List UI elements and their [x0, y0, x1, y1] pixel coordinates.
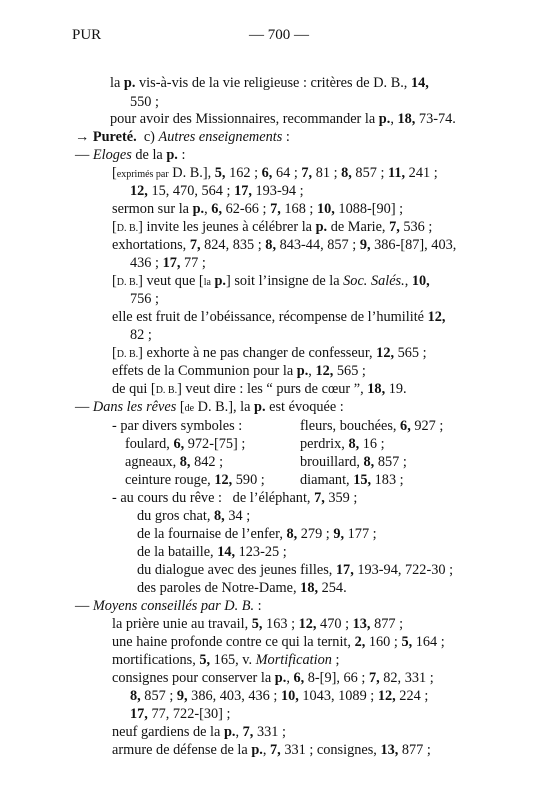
index-line: armure de défense de la p., 7, 331 ; consignes, 13, 877 ;: [112, 742, 431, 758]
index-line: une haine profonde contre ce qui la ternit, 2, 160 ; 5, 164 ;: [112, 634, 445, 650]
index-line: perdrix, 8, 16 ;: [300, 436, 385, 452]
index-line: du dialogue avec des jeunes filles, 17, 193-94, 722-30 ;: [137, 562, 454, 578]
index-line: 550 ;: [130, 94, 159, 110]
index-line: - au cours du rêve : de l’éléphant, 7, 359 ;: [112, 490, 358, 506]
index-line: - par divers symboles :: [112, 418, 243, 434]
index-line: 8, 857 ; 9, 386, 403, 436 ; 10, 1043, 1089 ; 12, 224 ;: [130, 688, 429, 704]
index-line: [D. B.] veut que [la p.] soit l’insigne de la Soc. Salés., 10,: [112, 273, 430, 289]
index-line: 12, 15, 470, 564 ; 17, 193-94 ;: [130, 183, 304, 199]
index-line: elle est fruit de l’obéissance, récompense de l’humilité 12,: [112, 309, 446, 325]
index-line: brouillard, 8, 857 ;: [300, 454, 407, 470]
index-line: exhortations, 7, 824, 835 ; 8, 843-44, 857 ; 9, 386-[87], 403,: [112, 237, 457, 253]
index-line: → Pureté. c) Autres enseignements :: [75, 129, 290, 145]
index-line: effets de la Communion pour la p., 12, 565 ;: [112, 363, 366, 379]
index-line: consignes pour conserver la p., 6, 8-[9], 66 ; 7, 82, 331 ;: [112, 670, 434, 686]
index-line: foulard, 6, 972-[75] ;: [125, 436, 246, 452]
index-line: [D. B.] invite les jeunes à célébrer la p. de Marie, 7, 536 ;: [112, 219, 433, 235]
index-line: la prière unie au travail, 5, 163 ; 12, 470 ; 13, 877 ;: [112, 616, 404, 632]
index-line: pour avoir des Missionnaires, recommander la p., 18, 73-74.: [110, 111, 456, 127]
index-line: — Eloges de la p. :: [75, 147, 186, 163]
index-line: — Moyens conseillés par D. B. :: [75, 598, 262, 614]
index-line: fleurs, bouchées, 6, 927 ;: [300, 418, 444, 434]
index-line: 436 ; 17, 77 ;: [130, 255, 206, 271]
index-line: 756 ;: [130, 291, 159, 307]
index-line: neuf gardiens de la p., 7, 331 ;: [112, 724, 286, 740]
index-line: des paroles de Notre-Dame, 18, 254.: [137, 580, 347, 596]
index-line: mortifications, 5, 165, v. Mortification ;: [112, 652, 340, 668]
index-line: — Dans les rêves [de D. B.], la p. est évoquée :: [75, 399, 344, 415]
index-line: diamant, 15, 183 ;: [300, 472, 404, 488]
index-line: agneaux, 8, 842 ;: [125, 454, 224, 470]
index-line: de la bataille, 14, 123-25 ;: [137, 544, 287, 560]
index-line: la p. vis-à-vis de la vie religieuse : critères de D. B., 14,: [110, 75, 429, 91]
index-line: 82 ;: [130, 327, 152, 343]
index-line: 17, 77, 722-[30] ;: [130, 706, 231, 722]
index-line: [D. B.] exhorte à ne pas changer de confesseur, 12, 565 ;: [112, 345, 427, 361]
page-number: — 700 —: [249, 27, 309, 43]
index-line: ceinture rouge, 12, 590 ;: [125, 472, 265, 488]
index-line: de la fournaise de l’enfer, 8, 279 ; 9, 177 ;: [137, 526, 377, 542]
index-line: sermon sur la p., 6, 62-66 ; 7, 168 ; 10, 1088-[90] ;: [112, 201, 404, 217]
index-line: [exprimés par D. B.], 5, 162 ; 6, 64 ; 7, 81 ; 8, 857 ; 11, 241 ;: [112, 165, 438, 181]
index-line: de qui [D. B.] veut dire : les “ purs de cœur ”, 18, 19.: [112, 381, 407, 397]
index-line: du gros chat, 8, 34 ;: [137, 508, 251, 524]
header-title: PUR: [72, 27, 102, 43]
